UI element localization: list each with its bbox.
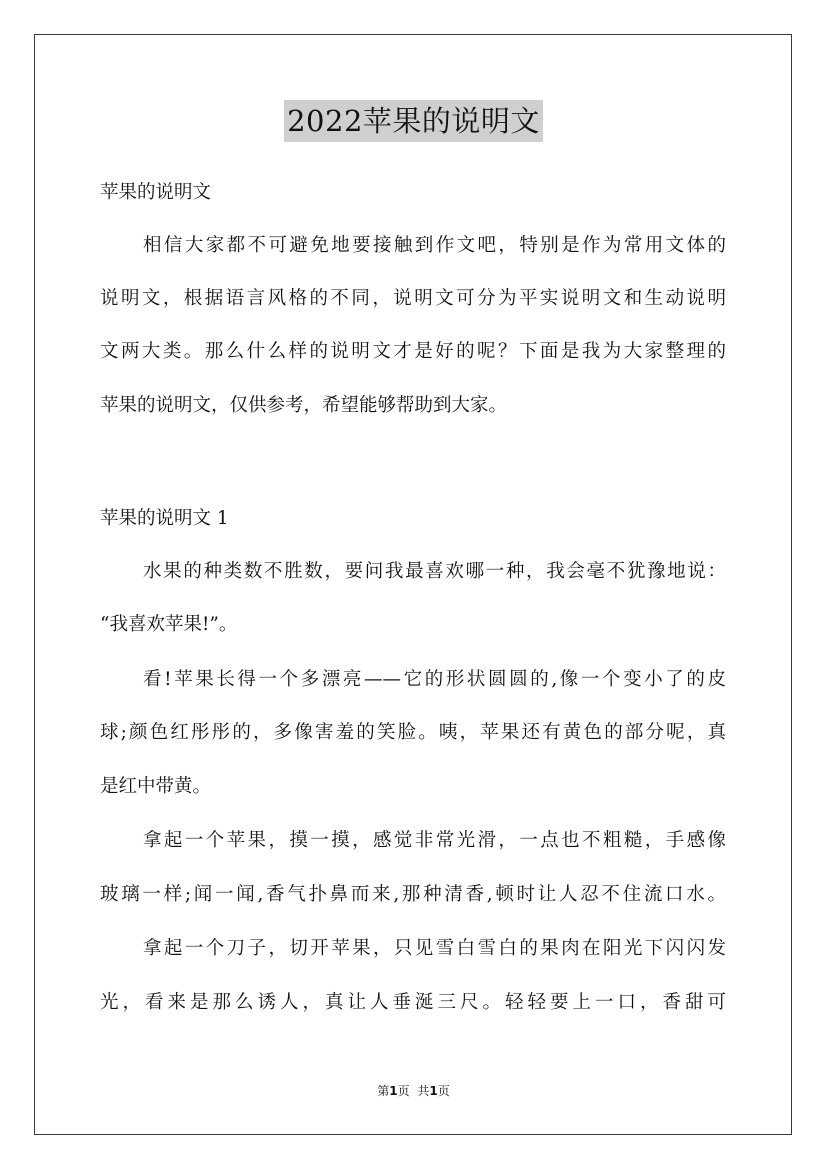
document-subtitle: 苹果的说明文 [100,182,212,203]
document-title: 2022苹果的说明文 [284,100,543,142]
body-line: 玻璃一样;闻一闻,香气扑鼻而来,那种清香,顿时让人忍不住流口水。 [100,884,726,905]
title-container [0,100,827,142]
section-heading: 苹果的说明文 1 [100,508,229,529]
intro-line: 苹果的说明文，仅供参考，希望能够帮助到大家。 [100,395,508,416]
intro-line: 相信大家都不可避免地要接触到作文吧，特别是作为常用文体的 [143,235,726,256]
intro-line: 说明文，根据语言风格的不同，说明文可分为平实说明文和生动说明 [100,288,726,309]
body-line: 拿起一个刀子，切开苹果，只见雪白雪白的果肉在阳光下闪闪发 [143,938,726,959]
total-prefix: 共 [417,1084,430,1098]
page-footer [0,1083,827,1099]
body-line: 看!苹果长得一个多漂亮——它的形状圆圆的,像一个变小了的皮 [143,669,726,690]
page-suffix: 页 [397,1084,410,1098]
page-prefix: 第 [377,1084,390,1098]
body-line: 光，看来是那么诱人，真让人垂涎三尺。轻轻要上一口，香甜可 [100,992,726,1013]
body-line: “我喜欢苹果!”。 [100,614,238,635]
total-pages: 1 [429,1084,438,1098]
body-line: 球;颜色红彤彤的，多像害羞的笑脸。咦，苹果还有黄色的部分呢，真 [100,722,726,743]
body-line: 水果的种类数不胜数，要问我最喜欢哪一种，我会毫不犹豫地说： [143,561,726,582]
page-number: 1 [389,1084,398,1098]
intro-line: 文两大类。那么什么样的说明文才是好的呢？下面是我为大家整理的 [100,341,726,362]
total-suffix: 页 [437,1084,450,1098]
body-line: 是红中带黄。 [100,776,212,797]
body-line: 拿起一个苹果，摸一摸，感觉非常光滑，一点也不粗糙，手感像 [143,830,726,851]
